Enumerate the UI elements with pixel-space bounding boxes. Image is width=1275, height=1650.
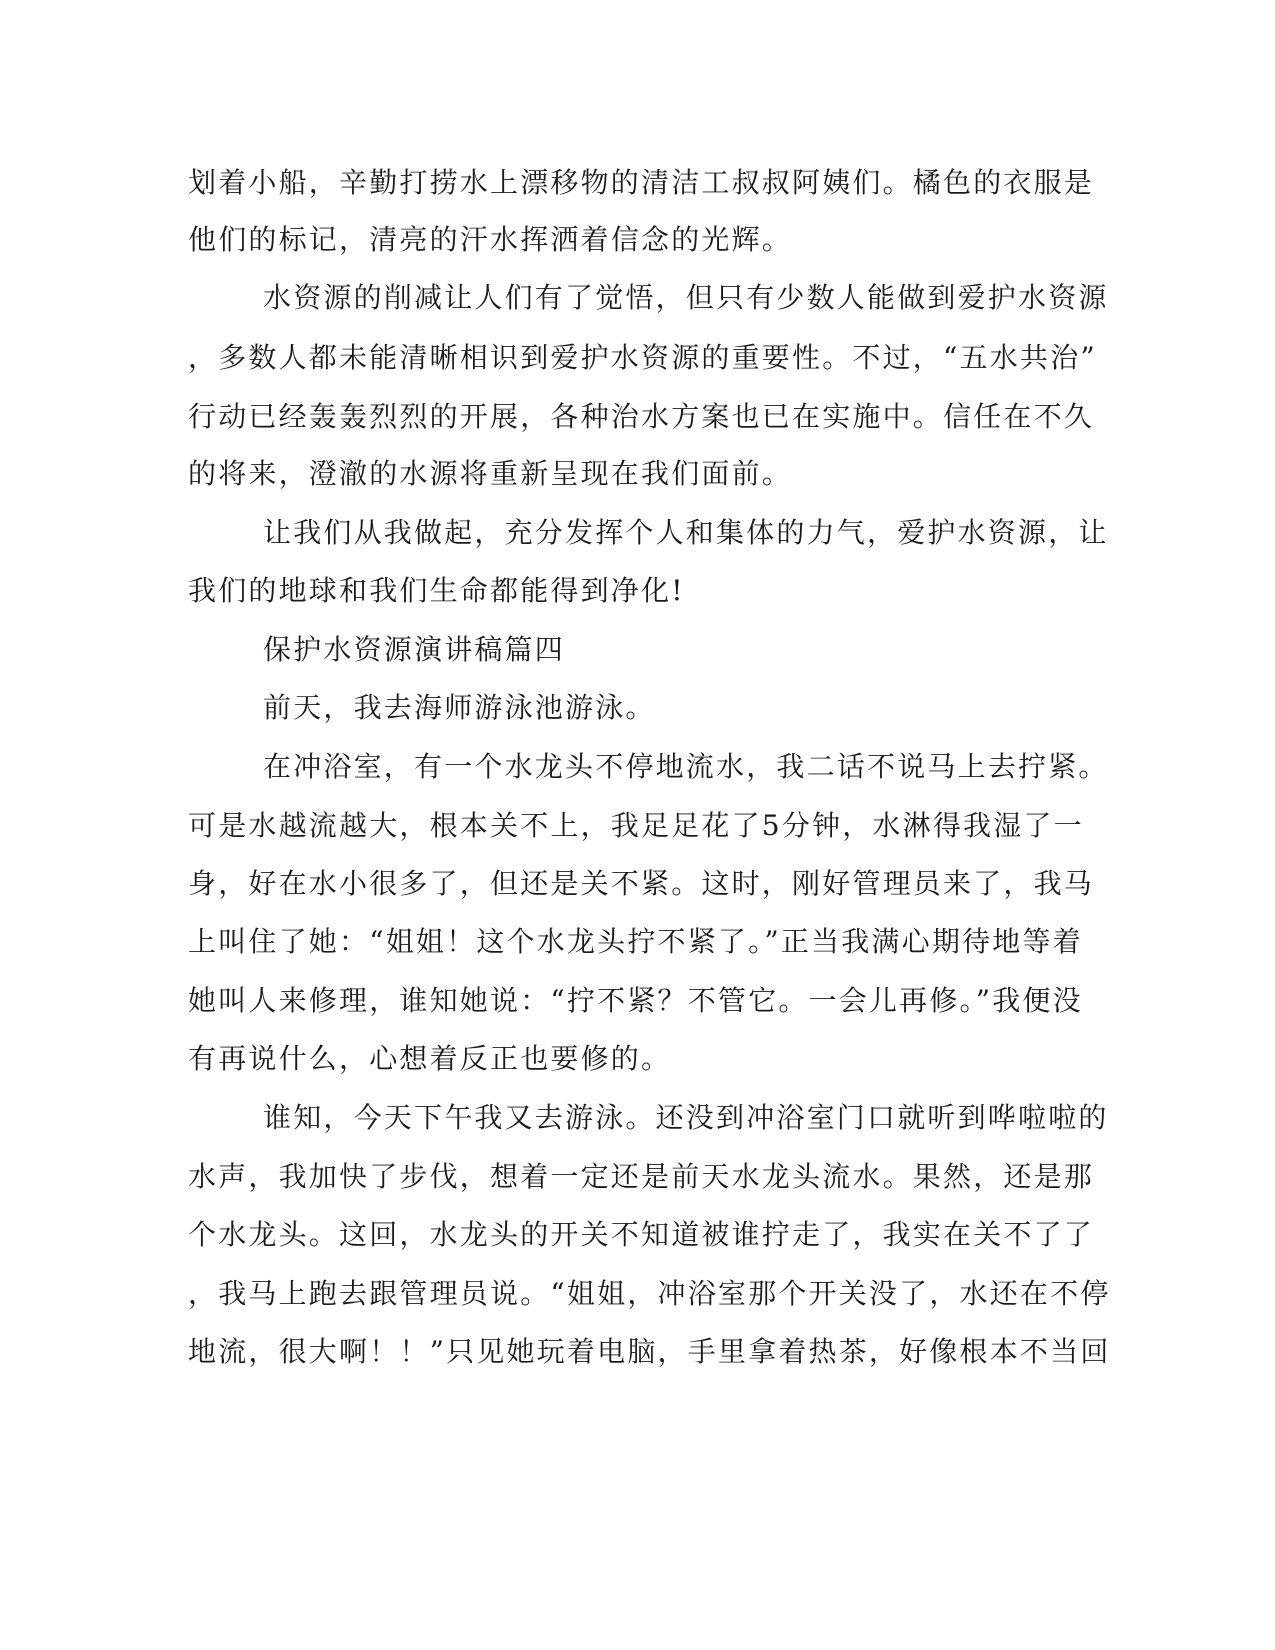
text-line: 她叫人来修理，谁知她说：“拧不紧？不管它。一会儿再修。”我便没 — [188, 984, 1083, 1017]
text-line: 个水龙头。这回，水龙头的开关不知道被谁拧走了，我实在关不了了 — [188, 1218, 1095, 1251]
paragraph-start-line: 让我们从我做起，充分发挥个人和集体的力气，爱护水资源，让 — [263, 516, 1109, 549]
text-line: 有再说什么，心想着反正也要修的。 — [188, 1042, 672, 1075]
section-heading: 保护水资源演讲稿篇四 — [263, 633, 566, 666]
text-line: 行动已经轰轰烈烈的开展，各种治水方案也已在实施中。信任在不久 — [188, 400, 1095, 433]
text-line: 身，好在水小很多了，但还是关不紧。这时，刚好管理员来了，我马 — [188, 867, 1095, 900]
text-line: 的将来，澄澈的水源将重新呈现在我们面前。 — [188, 457, 793, 490]
text-line: 地流，很大啊！！”只见她玩着电脑，手里拿着热茶，好像根本不当回 — [188, 1335, 1111, 1368]
paragraph-start-line: 谁知，今天下午我又去游泳。还没到冲浴室门口就听到哗啦啦的 — [263, 1101, 1109, 1134]
text-line: ，我马上跑去跟管理员说。“姐姐，冲浴室那个开关没了，水还在不停 — [188, 1277, 1111, 1310]
text-line: 水声，我加快了步伐，想着一定还是前天水龙头流水。果然，还是那 — [188, 1160, 1095, 1193]
paragraph-start-line: 在冲浴室，有一个水龙头不停地流水，我二话不说马上去拧紧。 — [263, 750, 1109, 783]
paragraph-start-line: 前天，我去海师游泳池游泳。 — [263, 691, 656, 724]
text-line: 我们的地球和我们生命都能得到净化! — [188, 574, 685, 607]
text-line: 可是水越流越大，根本关不上，我足足花了5分钟，水淋得我湿了一 — [188, 809, 1084, 842]
text-line: 划着小船，辛勤打捞水上漂移物的清洁工叔叔阿姨们。橘色的衣服是 — [188, 166, 1095, 199]
text-line: 他们的标记，清亮的汗水挥洒着信念的光辉。 — [188, 223, 793, 256]
paragraph-start-line: 水资源的削减让人们有了觉悟，但只有少数人能做到爱护水资源 — [263, 281, 1109, 314]
text-line: 上叫住了她：“姐姐！这个水龙头拧不紧了。”正当我满心期待地等着 — [188, 925, 1083, 958]
text-line: ，多数人都未能清晰相识到爱护水资源的重要性。不过，“五水共治” — [188, 341, 1097, 374]
